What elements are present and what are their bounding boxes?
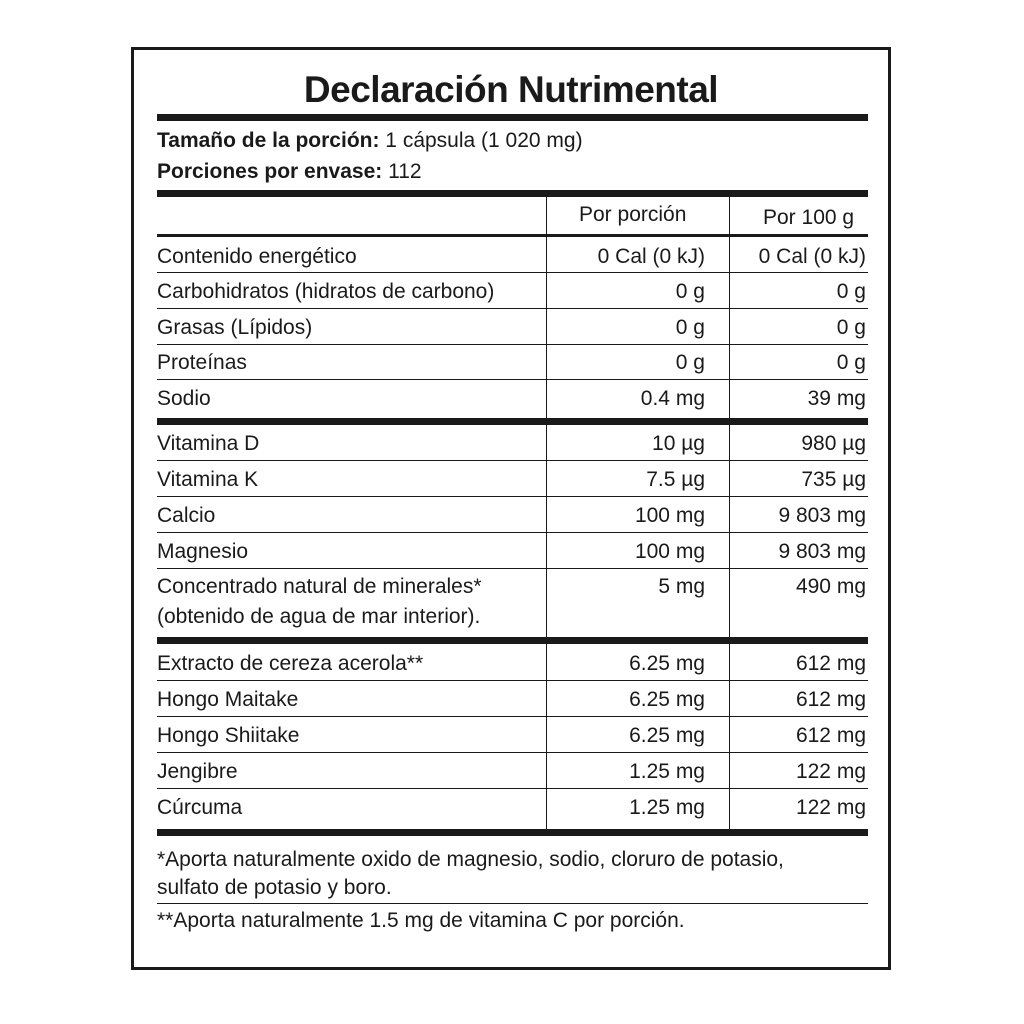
- row-per-100g: 122 mg: [795, 760, 866, 783]
- row-label: Extracto de cereza acerola**: [157, 652, 424, 675]
- serving-rule: [157, 190, 868, 197]
- header-rule: [157, 234, 868, 237]
- row-per-serving: 10 µg: [652, 432, 705, 455]
- row-per-serving: 100 mg: [634, 540, 705, 563]
- row-divider: [157, 752, 868, 753]
- row-divider: [157, 460, 868, 461]
- row-divider: [157, 680, 868, 681]
- row-divider: [157, 568, 868, 569]
- row-per-serving: 6.25 mg: [629, 652, 705, 675]
- nutrition-label: [131, 47, 891, 970]
- row-divider: [157, 716, 868, 717]
- row-per-100g: 0 g: [836, 316, 866, 339]
- row-per-serving: 6.25 mg: [629, 724, 705, 747]
- column-header-per-100g: Por 100 g: [763, 206, 855, 229]
- row-label: Proteínas: [157, 351, 247, 374]
- serving-size-label: Tamaño de la porción:: [157, 129, 380, 152]
- footnote-1-line1: *Aporta naturalmente oxido de magnesio, sodio, cloruro de potasio,: [157, 848, 784, 871]
- row-per-serving: 100 mg: [634, 504, 705, 527]
- row-per-100g: 39 mg: [807, 387, 866, 410]
- servings-per-container-label: Porciones por envase:: [157, 160, 383, 183]
- row-per-serving: 0 g: [675, 280, 705, 303]
- row-per-serving: 0 g: [675, 351, 705, 374]
- row-divider: [157, 272, 868, 273]
- row-per-100g: 490 mg: [795, 575, 866, 598]
- row-per-100g: 612 mg: [795, 688, 866, 711]
- servings-per-container: [157, 158, 422, 186]
- row-divider: [157, 788, 868, 789]
- row-label: Hongo Shiitake: [157, 724, 300, 747]
- row-per-serving: 0 g: [675, 316, 705, 339]
- row-per-serving: 7.5 µg: [646, 468, 705, 491]
- row-per-100g: 0 g: [836, 351, 866, 374]
- row-label: Contenido energético: [157, 245, 357, 268]
- title-rule: [157, 114, 868, 121]
- row-per-100g: 0 Cal (0 kJ): [758, 245, 866, 268]
- section-rule: [157, 637, 868, 644]
- column-divider-2: [729, 197, 730, 832]
- row-per-serving: 0.4 mg: [640, 387, 705, 410]
- row-per-serving: 1.25 mg: [629, 760, 705, 783]
- row-label: Jengibre: [157, 760, 238, 783]
- servings-per-container-value: 112: [382, 160, 422, 183]
- row-label: Cúrcuma: [157, 796, 243, 819]
- row-divider: [157, 379, 868, 380]
- row-label: Sodio: [157, 387, 211, 410]
- row-per-100g: 9 803 mg: [778, 540, 866, 563]
- column-divider-1: [546, 197, 547, 832]
- row-per-serving: 0 Cal (0 kJ): [597, 245, 705, 268]
- row-per-serving: 5 mg: [658, 575, 705, 598]
- row-label: Concentrado natural de minerales*: [157, 575, 482, 598]
- row-divider: [157, 344, 868, 345]
- row-per-100g: 9 803 mg: [778, 504, 866, 527]
- row-per-100g: 980 µg: [801, 432, 866, 455]
- serving-size-value: 1 cápsula (1 020 mg): [379, 129, 583, 152]
- row-per-100g: 0 g: [836, 280, 866, 303]
- footnote-rule: [157, 829, 868, 836]
- row-per-100g: 612 mg: [795, 652, 866, 675]
- row-label: Vitamina K: [157, 468, 259, 491]
- row-label: Carbohidratos (hidratos de carbono): [157, 280, 495, 303]
- row-per-100g: 612 mg: [795, 724, 866, 747]
- row-label: Vitamina D: [157, 432, 260, 455]
- row-per-serving: 1.25 mg: [629, 796, 705, 819]
- row-divider: [157, 496, 868, 497]
- row-label: Grasas (Lípidos): [157, 316, 313, 339]
- footnote-divider: [157, 903, 868, 904]
- label-title: Declaración Nutrimental: [303, 69, 719, 110]
- footnote-1-line2: sulfato de potasio y boro.: [157, 876, 392, 899]
- section-rule: [157, 418, 868, 425]
- column-header-per-serving: Por porción: [579, 203, 687, 226]
- row-label-line2: (obtenido de agua de mar interior).: [157, 605, 481, 628]
- row-label: Hongo Maitake: [157, 688, 299, 711]
- row-divider: [157, 532, 868, 533]
- row-label: Calcio: [157, 504, 216, 527]
- row-per-100g: 735 µg: [801, 468, 866, 491]
- row-per-100g: 122 mg: [795, 796, 866, 819]
- row-per-serving: 6.25 mg: [629, 688, 705, 711]
- footnote-2: **Aporta naturalmente 1.5 mg de vitamina C por porción.: [157, 909, 685, 932]
- serving-size: [157, 127, 583, 155]
- row-divider: [157, 308, 868, 309]
- row-label: Magnesio: [157, 540, 249, 563]
